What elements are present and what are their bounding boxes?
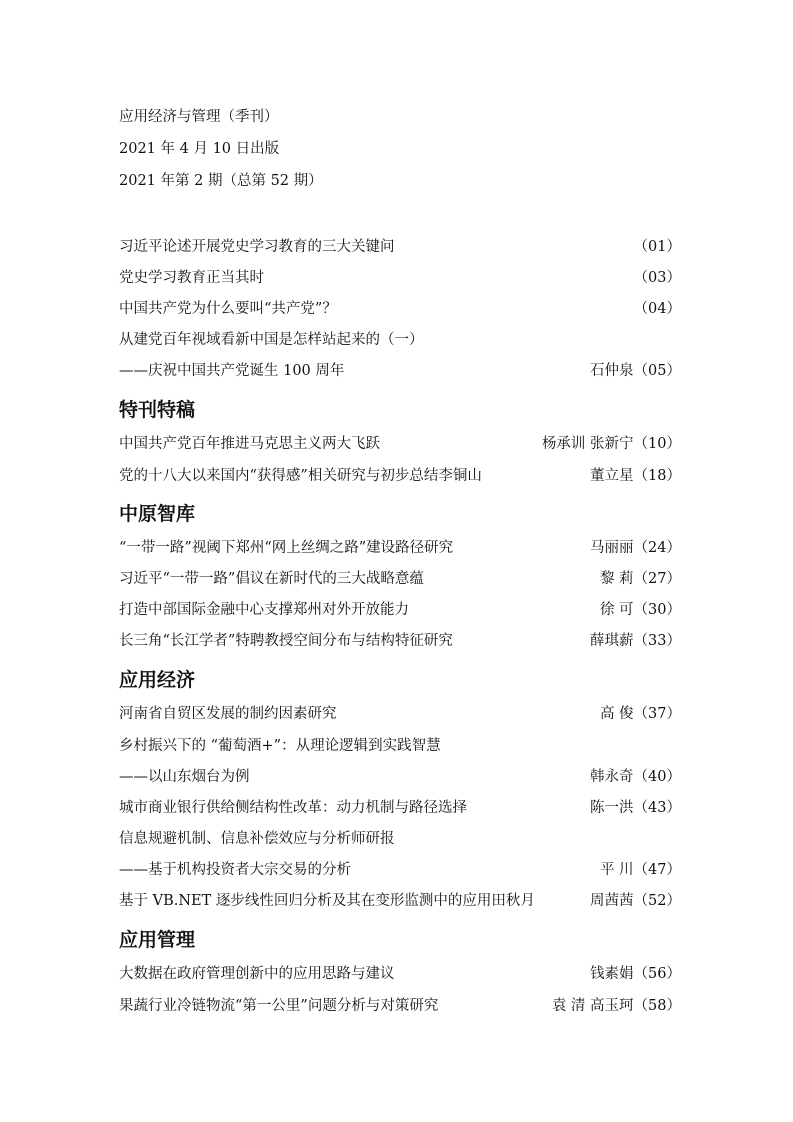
toc-item-ref: （04） [633,301,681,317]
toc-item-ref: 高 俊（37） [599,706,681,722]
toc-item-title[interactable]: 河南省自贸区发展的制约因素研究 [119,706,337,722]
toc-item-ref: 马丽丽（24） [590,540,681,556]
toc-item-ref: 徐 可（30） [599,602,681,618]
toc-item-subtitle: ——以山东烟台为例 [119,769,250,785]
toc-item-title[interactable]: 大数据在政府管理创新中的应用思路与建议 [119,966,395,982]
toc-item-ref: 董立星（18） [590,468,681,484]
toc-item-ref: 陈一洪（43） [590,800,681,816]
toc-item-ref: （01） [633,239,681,255]
toc-item-ref: 袁 清 高玉珂（58） [551,998,681,1014]
toc-item-title[interactable]: 长三角“长江学者”特聘教授空间分布与结构特征研究 [119,633,453,649]
journal-title: 应用经济与管理（季刊） [119,109,279,125]
toc-item-title[interactable]: 中国共产党为什么要叫“共产党”？ [119,301,337,317]
toc-item-ref: 杨承训 张新宁（10） [541,436,681,452]
section-heading: 特刊特稿 [119,399,196,421]
toc-item-title[interactable]: 信息规避机制、信息补偿效应与分析师研报 [119,831,395,847]
toc-item-title[interactable]: “一带一路”视阈下郑州“网上丝绸之路”建设路径研究 [119,540,454,556]
toc-item-subtitle: ——基于机构投资者大宗交易的分析 [119,862,351,878]
toc-item-title[interactable]: 党的十八大以来国内“获得感”相关研究与初步总结李铜山 [119,468,482,484]
toc-item-title[interactable]: 习近平论述开展党史学习教育的三大关键问 [119,239,395,255]
toc-item-ref: 石仲泉（05） [590,363,681,379]
toc-item-title[interactable]: 乡村振兴下的 “葡萄酒+”：从理论逻辑到实践智慧 [119,738,441,754]
toc-item-ref: 钱素娟（56） [590,966,681,982]
toc-item-ref: 周茜茜（52） [590,893,681,909]
toc-item-ref: 薛琪薪（33） [590,633,681,649]
toc-item-title[interactable]: 果蔬行业冷链物流“第一公里”问题分析与对策研究 [119,998,439,1014]
toc-item-title[interactable]: 从建党百年视域看新中国是怎样站起来的（一） [119,332,424,348]
issue-number: 2021 年第 2 期（总第 52 期） [119,173,323,189]
toc-item-title[interactable]: 城市商业银行供给侧结构性改革：动力机制与路径选择 [119,800,467,816]
toc-item-ref: 黎 莉（27） [599,571,681,587]
publication-date: 2021 年 4 月 10 日出版 [119,141,280,157]
toc-item-ref: （03） [633,270,681,286]
toc-item-title[interactable]: 打造中部国际金融中心支撑郑州对外开放能力 [119,602,409,618]
toc-item-title[interactable]: 基于 VB.NET 逐步线性回归分析及其在变形监测中的应用田秋月 [119,893,535,909]
toc-item-ref: 平 川（47） [599,862,681,878]
toc-item-subtitle: ——庆祝中国共产党诞生 100 周年 [119,363,345,379]
toc-item-title[interactable]: 习近平“一带一路”倡议在新时代的三大战略意蕴 [119,571,424,587]
section-heading: 应用管理 [119,929,196,951]
section-heading: 应用经济 [119,669,196,691]
toc-item-ref: 韩永奇（40） [590,769,681,785]
toc-item-title[interactable]: 党史学习教育正当其时 [119,270,264,286]
toc-item-title[interactable]: 中国共产党百年推进马克思主义两大飞跃 [119,436,380,452]
section-heading: 中原智库 [119,503,196,525]
